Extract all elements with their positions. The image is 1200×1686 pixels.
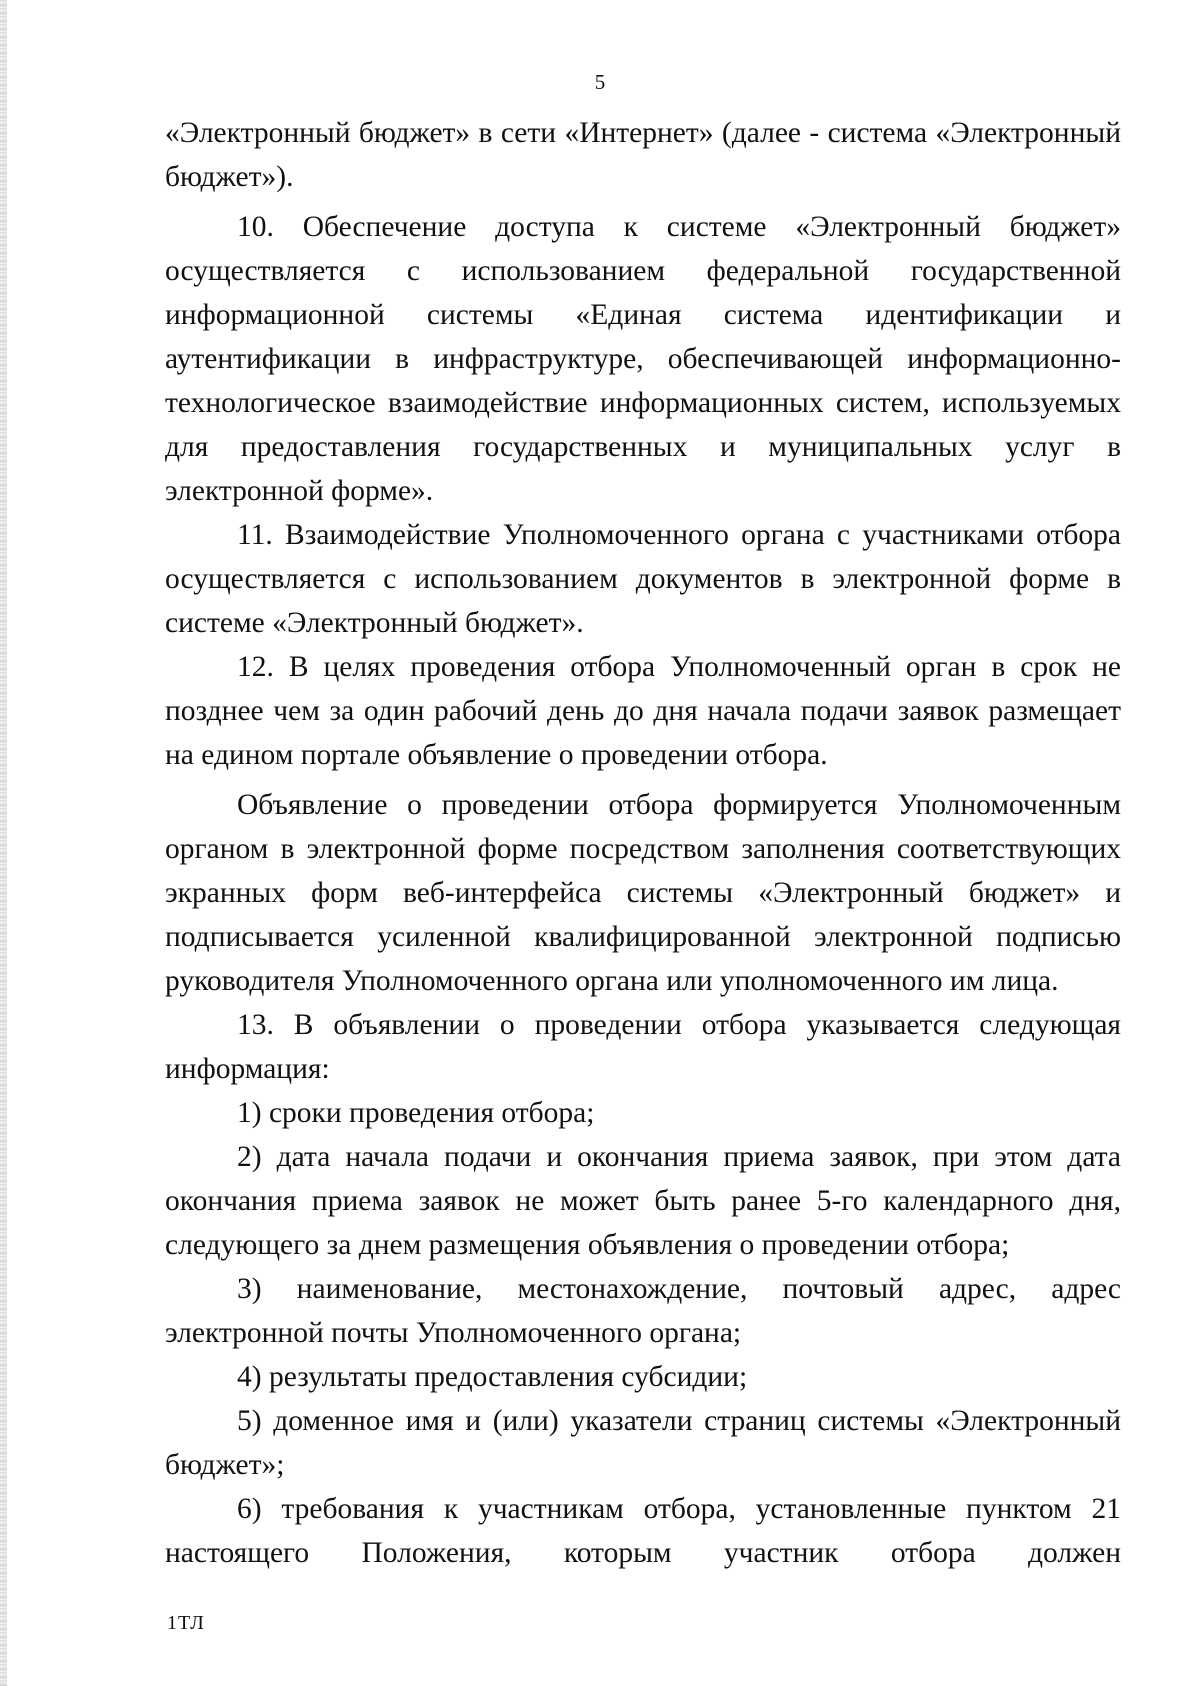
document-body	[165, 111, 1121, 1575]
list-item-1: 1) сроки проведения отбора;	[237, 1097, 595, 1129]
list-item-5: 5) доменное имя и (или) указатели страниц системы «Электронный бюджет»;	[165, 1405, 1121, 1481]
scan-edge	[0, 0, 7, 1686]
list-item-2: 2) дата начала подачи и окончания приема заявок, при этом дата окончания приема заявок не может быть ранее 5-го календарного дня, следующего за днем размещения объявления о проведении отбора;	[165, 1141, 1121, 1261]
page-number: 5	[594, 70, 606, 94]
paragraph-10: 10. Обеспечение доступа к системе «Электронный бюджет» осуществляется с использованием федеральной государственной информационной системы «Единая система идентификации и аутентификации в инфраструктуре, обеспечивающей информационно-технологическое взаимодействие информационных систем, используемых для предоставления государственных и муниципальных услуг в электронной форме».	[165, 211, 1121, 507]
paragraph-12: 12. В целях проведения отбора Уполномоченный орган в срок не позднее чем за один рабочий день до дня начала подачи заявок размещает на едином портале объявление о проведении отбора.	[165, 651, 1121, 771]
list-item-6: 6) требования к участникам отбора, установленные пунктом 21 настоящего Положения, которым участник отбора должен	[165, 1493, 1121, 1569]
footer-code: 1ТЛ	[167, 1612, 205, 1634]
paragraph-13: 13. В объявлении о проведении отбора указывается следующая информация:	[165, 1009, 1121, 1085]
paragraph-announcement: Объявление о проведении отбора формируется Уполномоченным органом в электронной форме посредством заполнения соответствующих экранных форм веб-интерфейса системы «Электронный бюджет» и подписывается усиленной квалифицированной электронной подписью руководителя Уполномоченного органа или уполномоченного им лица.	[165, 789, 1121, 997]
paragraph-continuation: «Электронный бюджет» в сети «Интернет» (далее - система «Электронный бюджет»).	[165, 117, 1121, 193]
list-item-4: 4) результаты предоставления субсидии;	[237, 1361, 748, 1393]
paragraph-11: 11. Взаимодействие Уполномоченного органа с участниками отбора осуществляется с использованием документов в электронной форме в системе «Электронный бюджет».	[165, 519, 1121, 639]
list-item-3: 3) наименование, местонахождение, почтовый адрес, адрес электронной почты Уполномоченного органа;	[165, 1273, 1121, 1349]
